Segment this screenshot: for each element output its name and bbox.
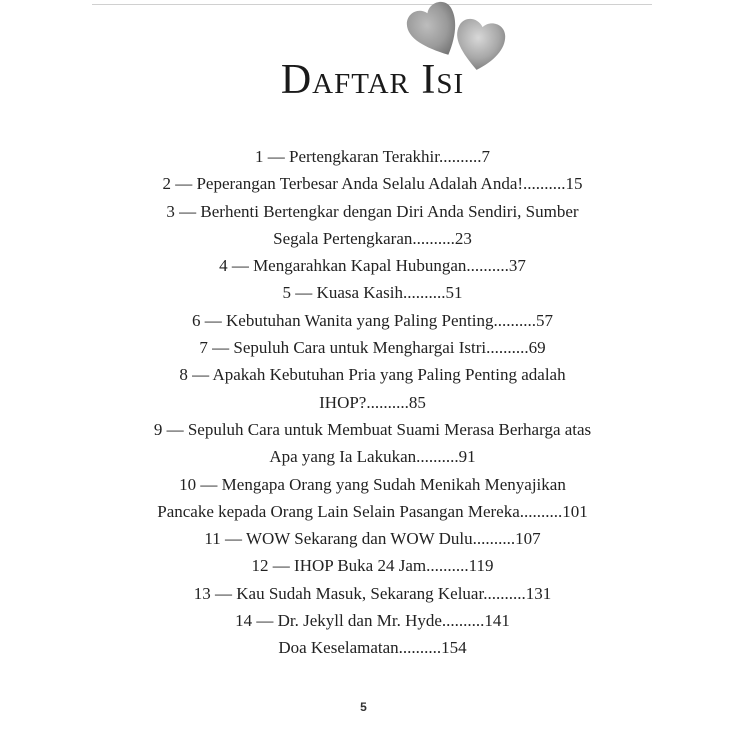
- table-of-contents: [0, 143, 745, 662]
- toc-line: Segala Pertengkaran..........23: [273, 228, 472, 248]
- toc-line: 2 — Peperangan Terbesar Anda Selalu Adalah Anda!..........15: [162, 174, 583, 194]
- toc-line: 5 — Kuasa Kasih..........51: [282, 283, 463, 303]
- toc-line: 12 — IHOP Buka 24 Jam..........119: [251, 556, 494, 576]
- toc-line: Doa Keselamatan..........154: [278, 638, 467, 658]
- toc-line: 7 — Sepuluh Cara untuk Menghargai Istri..........69: [199, 338, 546, 358]
- toc-line: 3 — Berhenti Bertengkar dengan Diri Anda Sendiri, Sumber: [166, 201, 579, 221]
- toc-line: 6 — Kebutuhan Wanita yang Paling Penting..........57: [192, 310, 553, 330]
- toc-line: Pancake kepada Orang Lain Selain Pasangan Mereka..........101: [157, 501, 588, 521]
- toc-line: Apa yang Ia Lakukan..........91: [269, 447, 476, 467]
- toc-line: 13 — Kau Sudah Masuk, Sekarang Keluar..........131: [193, 583, 552, 603]
- page-title: Daftar Isi: [280, 57, 465, 103]
- toc-line: 1 — Pertengkaran Terakhir..........7: [254, 147, 491, 166]
- toc-line: 8 — Apakah Kebutuhan Pria yang Paling Penting adalah: [179, 365, 566, 385]
- toc-line: 9 — Sepuluh Cara untuk Membuat Suami Merasa Berharga atas: [153, 419, 592, 439]
- toc-line: 10 — Mengapa Orang yang Sudah Menikah Menyajikan: [179, 474, 566, 494]
- toc-line: 11 — WOW Sekarang dan WOW Dulu..........107: [204, 529, 541, 549]
- top-divider: [92, 4, 652, 5]
- toc-line: 4 — Mengarahkan Kapal Hubungan..........37: [219, 256, 526, 276]
- page-number: 5: [360, 700, 367, 714]
- toc-line: 14 — Dr. Jekyll dan Mr. Hyde..........141: [235, 611, 510, 631]
- toc-line: IHOP?..........85: [319, 392, 426, 412]
